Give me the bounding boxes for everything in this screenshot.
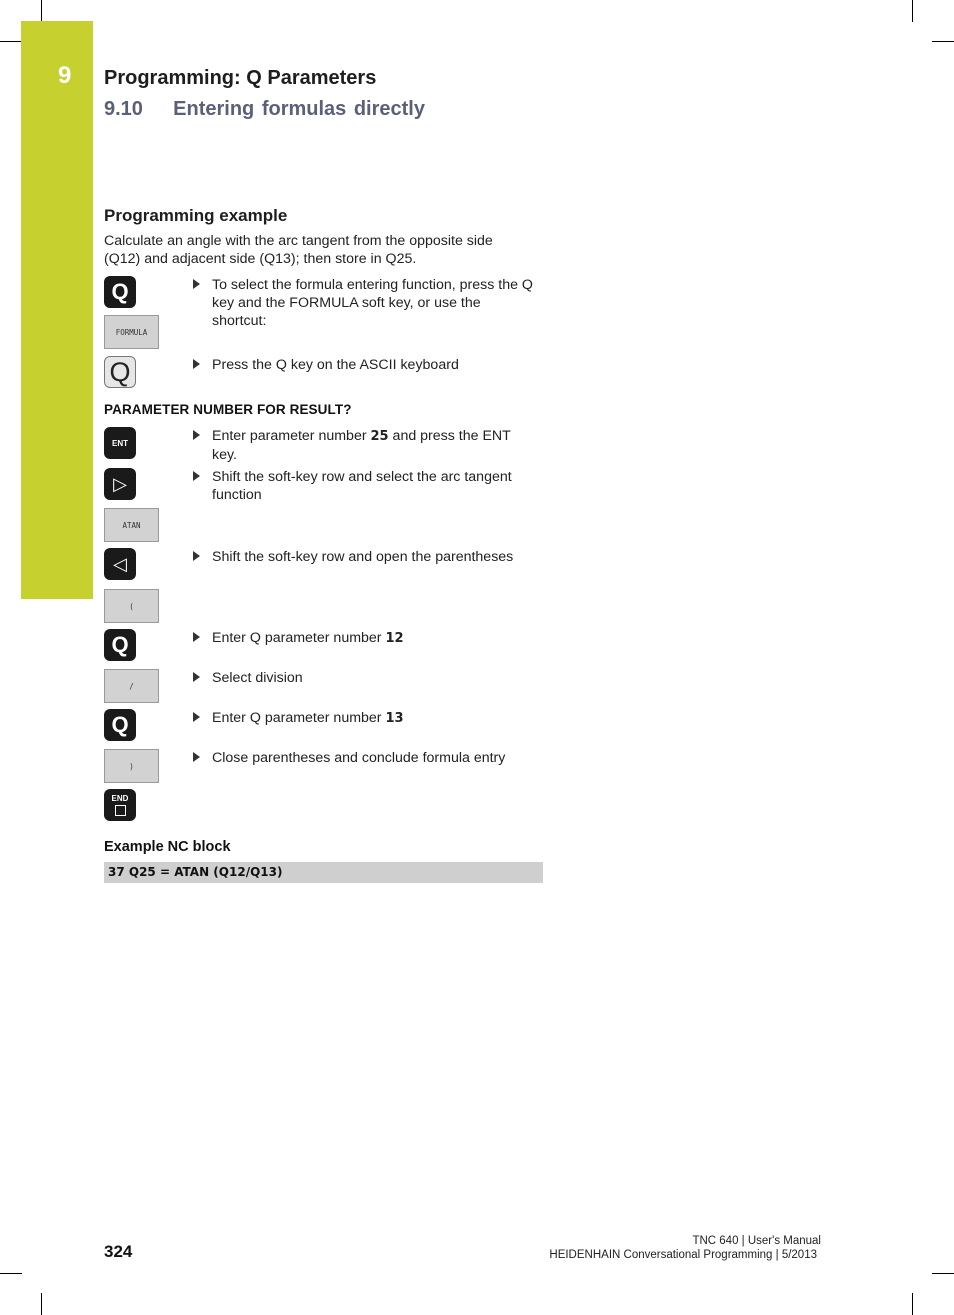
step-open-parentheses	[193, 548, 538, 566]
step-enter-13	[193, 709, 538, 728]
bullet-triangle-icon	[193, 551, 200, 561]
crop-mark	[912, 0, 913, 22]
formula-softkey-icon: FORMULA	[104, 315, 159, 349]
end-square-icon	[115, 805, 126, 816]
step-text: Enter parameter number 25 and press the ENT key.	[212, 428, 511, 463]
chapter-title: Programming: Q Parameters	[104, 67, 377, 89]
nc-code-block: 37 Q25 = ATAN (Q12/Q13)	[104, 862, 543, 883]
q-key-icon: Q	[104, 276, 136, 308]
step-text: Enter Q parameter number 12	[212, 630, 404, 646]
crop-mark	[0, 41, 22, 42]
section-title: 9.10 Entering formulas directly	[104, 98, 425, 120]
page-number: 324	[104, 1242, 133, 1261]
divide-softkey-icon: /	[104, 669, 159, 703]
step-text: Close parentheses and conclude formula entry	[212, 750, 506, 766]
crop-mark	[932, 41, 954, 42]
next-row-arrow-icon: ▷	[104, 468, 136, 500]
bullet-triangle-icon	[193, 672, 200, 682]
step-text: Select division	[212, 670, 303, 686]
step-close-parentheses	[193, 749, 538, 767]
close-paren-softkey-icon: )	[104, 749, 159, 783]
atan-softkey-icon: ATAN	[104, 508, 159, 542]
step-text: Press the Q key on the ASCII keyboard	[212, 357, 459, 373]
step-text: Enter Q parameter number 13	[212, 710, 404, 726]
ascii-q-key-icon: Q	[104, 356, 136, 388]
bullet-triangle-icon	[193, 712, 200, 722]
parameter-prompt: PARAMETER NUMBER FOR RESULT?	[104, 402, 352, 417]
step-text: To select the formula entering function, press the Q key and the FORMULA soft key, or use the shortcut:	[212, 277, 533, 329]
end-key-label: END	[111, 794, 129, 803]
q-key-icon: Q	[104, 629, 136, 661]
prev-row-arrow-icon: ◁	[104, 548, 136, 580]
step-text: Shift the soft-key row and select the arc tangent function	[212, 469, 512, 503]
crop-mark	[912, 1293, 913, 1315]
step-ascii-q	[193, 356, 538, 374]
step-enter-25	[193, 427, 538, 464]
param-number: 25	[370, 429, 389, 444]
crop-mark	[932, 1273, 954, 1274]
q-key-icon: Q	[104, 709, 136, 741]
crop-mark	[41, 0, 42, 22]
bullet-triangle-icon	[193, 359, 200, 369]
footer-manual-title: TNC 640 | User's Manual	[692, 1235, 821, 1247]
bullet-triangle-icon	[193, 279, 200, 289]
step-arc-tangent	[193, 468, 538, 504]
bullet-triangle-icon	[193, 430, 200, 440]
bullet-triangle-icon	[193, 752, 200, 762]
end-key-icon	[104, 789, 136, 821]
intro-paragraph: Calculate an angle with the arc tangent from the opposite side (Q12) and adjacent side (Q13); then store in Q25.	[104, 233, 493, 267]
step-text: Shift the soft-key row and open the parentheses	[212, 549, 514, 565]
chapter-side-bar	[21, 21, 93, 599]
param-number: 13	[385, 711, 404, 726]
ent-key-icon: ENT	[104, 427, 136, 459]
step-enter-12	[193, 629, 538, 648]
page-heading: Programming example	[104, 206, 288, 225]
bullet-triangle-icon	[193, 632, 200, 642]
chapter-number: 9	[58, 62, 72, 89]
example-heading: Example NC block	[104, 839, 231, 855]
crop-mark	[0, 1273, 22, 1274]
footer-publication: HEIDENHAIN Conversational Programming | 5/2013	[549, 1249, 817, 1261]
crop-mark	[41, 1293, 42, 1315]
param-number: 12	[385, 631, 404, 646]
step-division	[193, 669, 538, 687]
bullet-triangle-icon	[193, 471, 200, 481]
step-select-formula	[193, 276, 538, 330]
open-paren-softkey-icon: (	[104, 589, 159, 623]
